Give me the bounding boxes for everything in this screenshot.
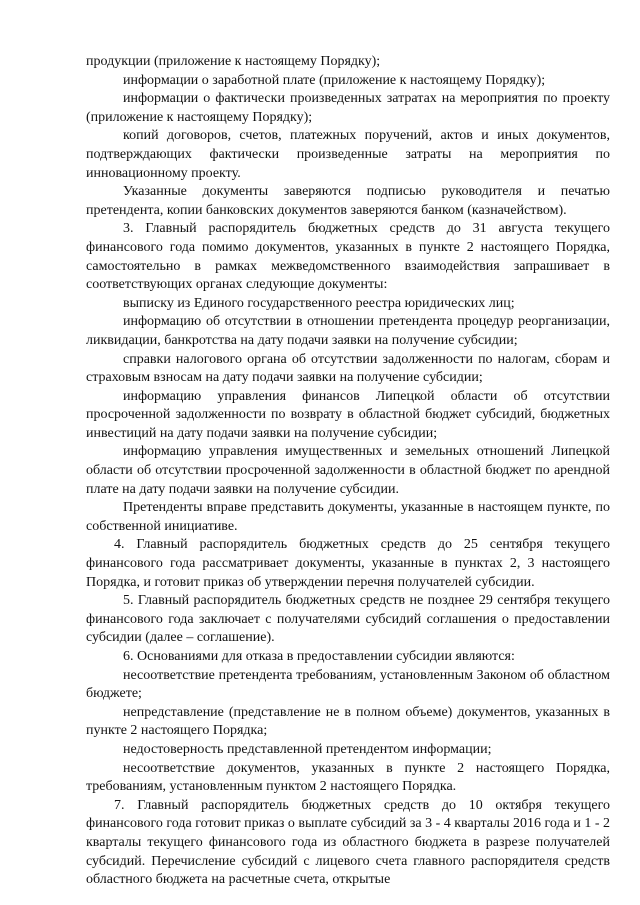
document-body — [86, 53, 610, 890]
paragraph: несоответствие претендента требованиям, установленным Законом об областном бюджете; — [86, 667, 610, 702]
paragraph: информацию управления имущественных и земельных отношений Липецкой области об отсутствии просроченной задолженности в областной бюджет по арендной плате на дату подачи заявки на получение субсидии. — [86, 444, 610, 497]
paragraph: недостоверность представленной претендентом информации; — [123, 741, 492, 757]
paragraph: 3. Главный распорядитель бюджетных средств до 31 августа текущего финансового года помимо документов, указанных в пункте 2 настоящего Порядка, самостоятельно в рамках межведомственного взаимодействия запрашивает в соответствующих органах следующие документы: — [86, 221, 610, 293]
paragraph: копий договоров, счетов, платежных поручений, актов и иных документов, подтверждающих фактически произведенные затраты на мероприятия по инновационному проекту. — [86, 128, 610, 181]
paragraph: Претенденты вправе представить документы, указанные в настоящем пункте, по собственной инициативе. — [86, 500, 610, 534]
paragraph: 5. Главный распорядитель бюджетных средств не позднее 29 сентября текущего финансового года заключает с получателями субсидий соглашения о предоставлении субсидии (далее – соглашение). — [86, 593, 610, 646]
paragraph: 7. Главный распорядитель бюджетных средств до 10 октября текущего финансового года готовит приказ о выплате субсидий за 3 - 4 кварталы 2016 года и 1 - 2 кварталы текущего финансового года из областного бюджета в разрезе получателей субсидий. Перечисление субсидий с лицевого счета главного распорядителя средств областного бюджета на расчетные счета, открытые — [86, 797, 611, 888]
paragraph: справки налогового органа об отсутствии задолженности по налогам, сборам и страховым взносам на дату подачи заявки на получение субсидии; — [86, 351, 610, 386]
paragraph: непредставление (представление не в полном объеме) документов, указанных в пункте 2 настоящего Порядка; — [86, 704, 610, 739]
paragraph: информации о фактически произведенных затратах на мероприятия по проекту (приложение к настоящему Порядку); — [86, 91, 610, 125]
paragraph: продукции (приложение к настоящему Порядку); — [86, 54, 381, 69]
paragraph: выписку из Единого государственного реестра юридических лиц; — [123, 295, 515, 311]
paragraph: Указанные документы заверяются подписью руководителя и печатью претендента, копии банковских документов заверяются банком (казначейством). — [86, 184, 610, 218]
paragraph: несоответствие документов, указанных в пункте 2 настоящего Порядка, требованиям, установленным пунктом 2 настоящего Порядка. — [86, 760, 610, 795]
paragraph: информацию управления финансов Липецкой области об отсутствии просроченной задолженности по возврату в областной бюджет субсидий, бюджетных инвестиций на дату подачи заявки на получение субсидии; — [86, 388, 610, 441]
paragraph: 4. Главный распорядитель бюджетных средств до 25 сентября текущего финансового года рассматривает документы, указанные в пунктах 2, 3 настоящего Порядка, и готовит приказ об утверждении перечня получателей субсидии. — [86, 537, 610, 590]
paragraph: 6. Основаниями для отказа в предоставлении субсидии являются: — [123, 649, 515, 664]
paragraph: информации о заработной плате (приложение к настоящему Порядку); — [123, 72, 546, 88]
paragraph: информацию об отсутствии в отношении претендента процедур реорганизации, ликвидации, банкротства на дату подачи заявки на получение субсидии; — [86, 314, 610, 348]
